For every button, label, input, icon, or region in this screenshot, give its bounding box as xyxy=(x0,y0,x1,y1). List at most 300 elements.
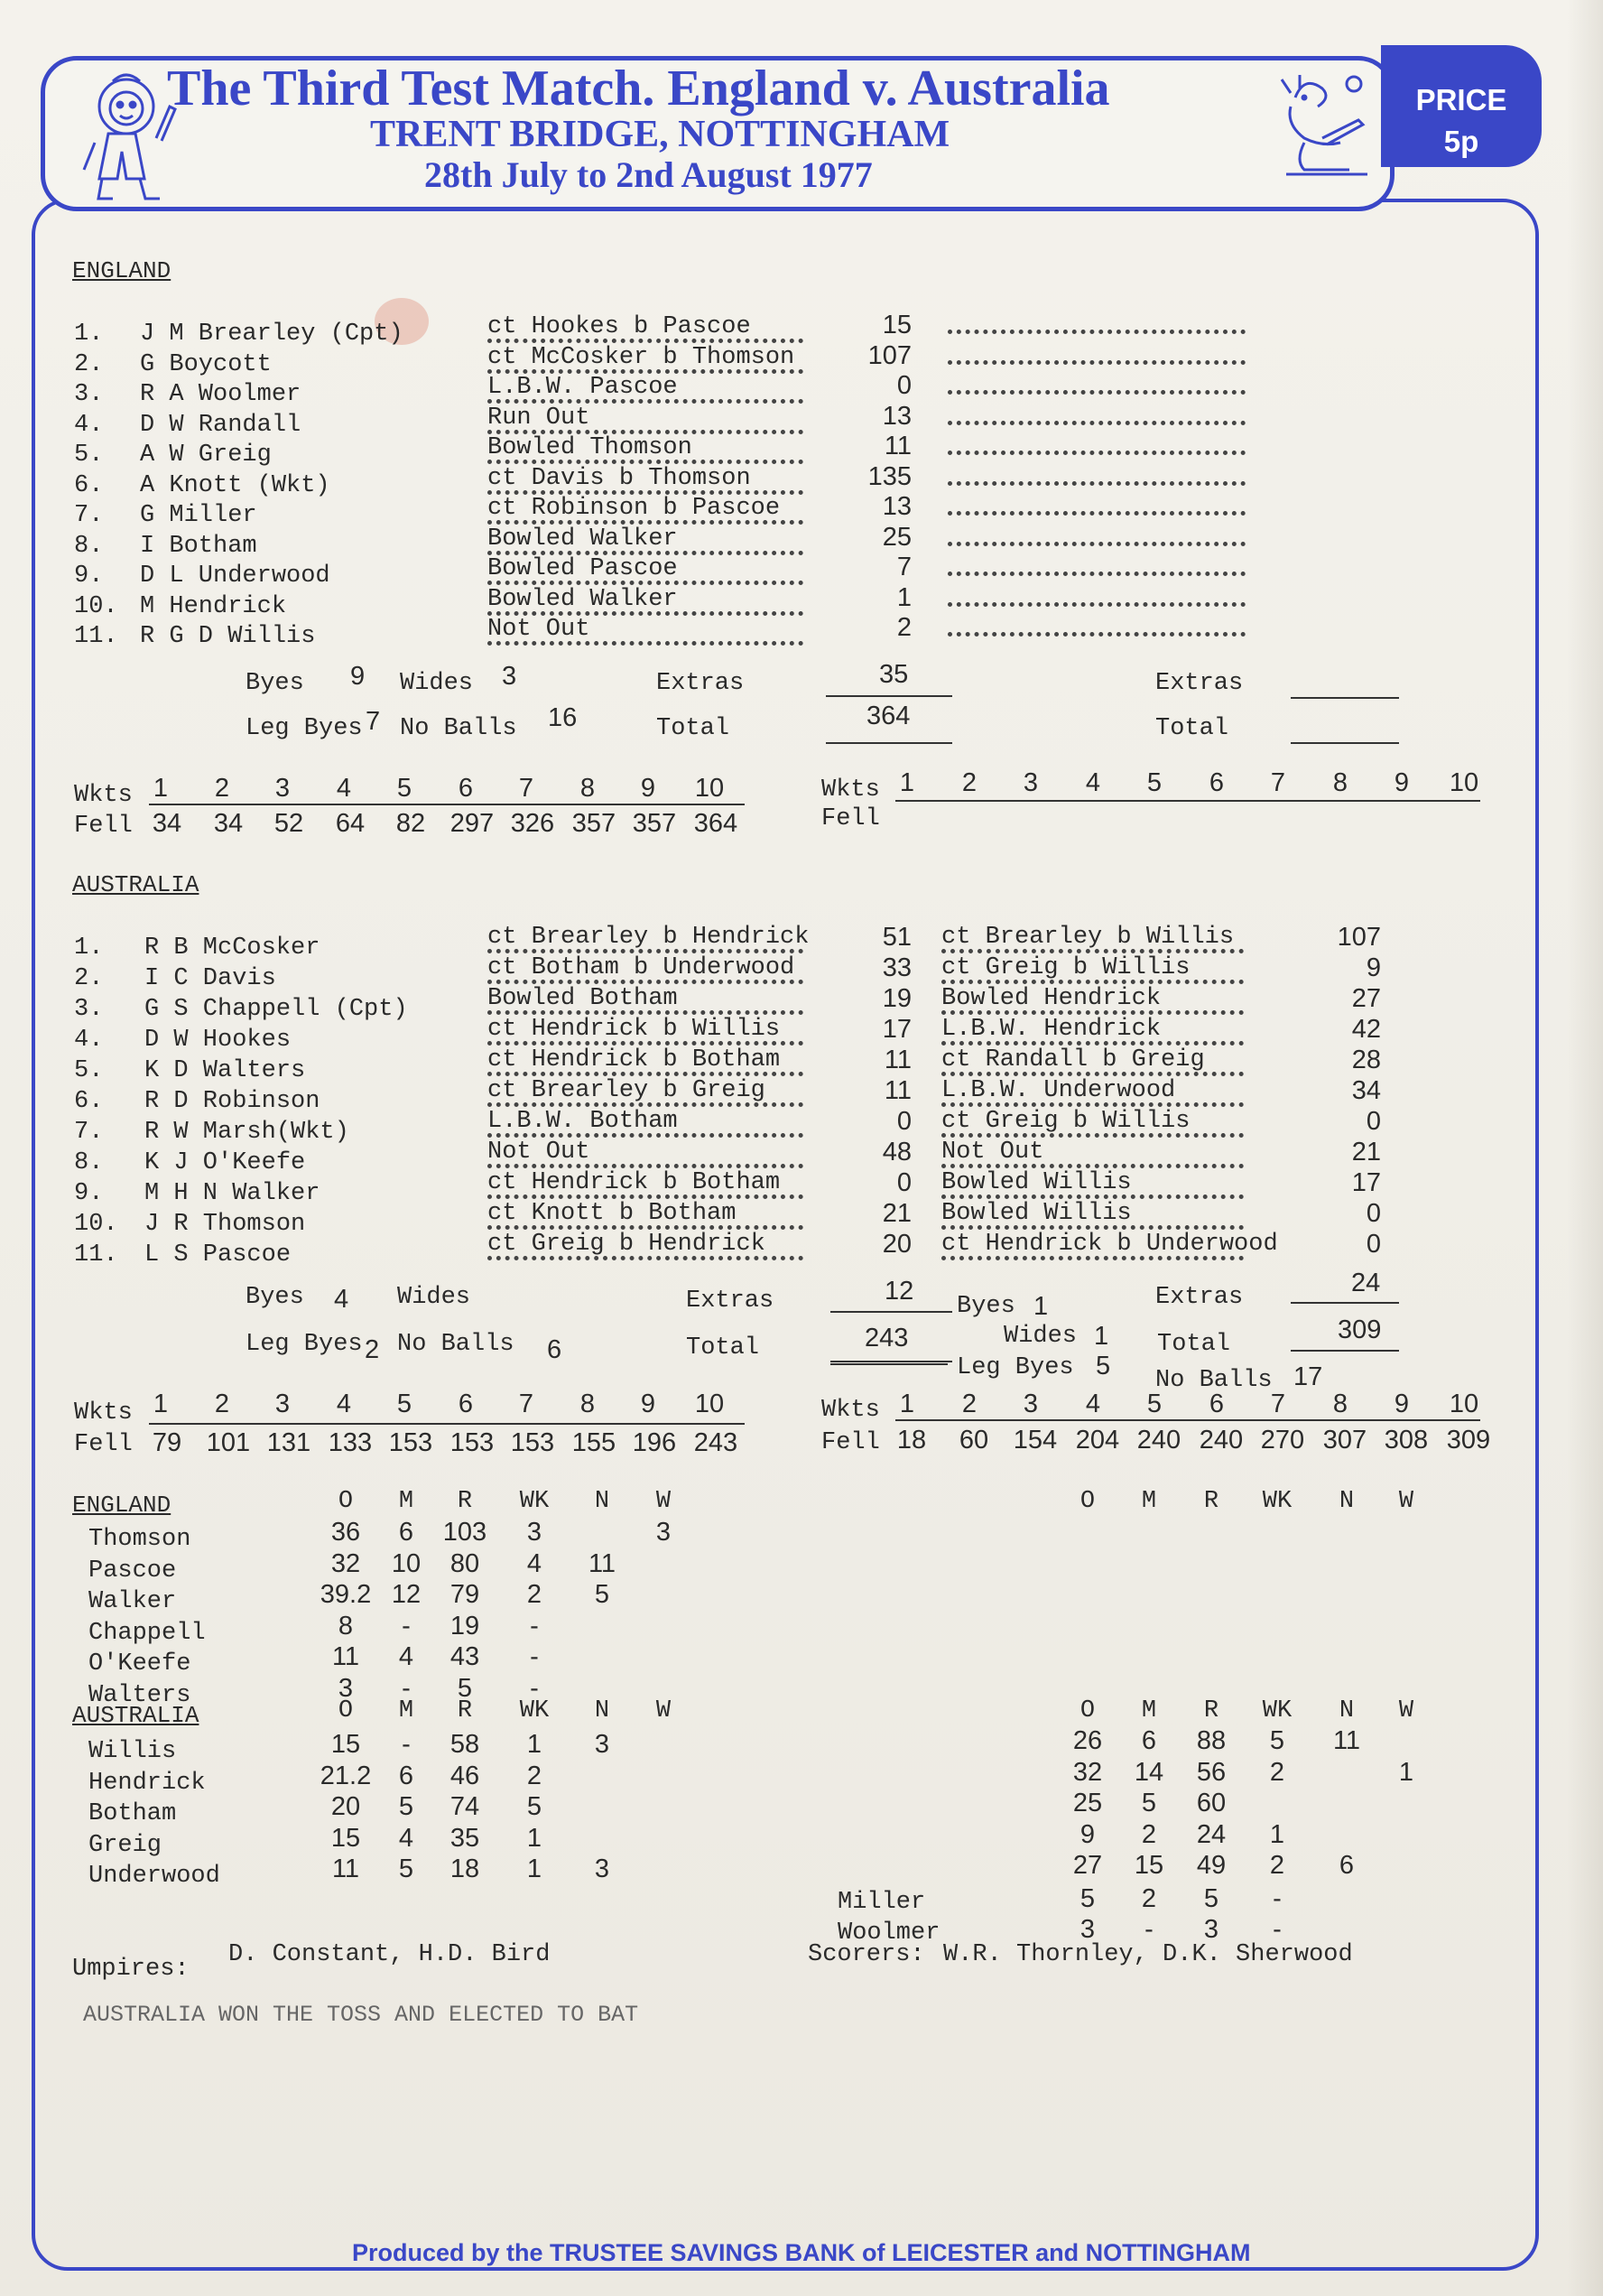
aus-noballs: 6 xyxy=(547,1335,562,1364)
bowling-r: 43 xyxy=(449,1642,480,1671)
bowling-column-header: W xyxy=(655,1488,672,1515)
bowling-r: 46 xyxy=(449,1762,480,1790)
scorers-label: Scorers: xyxy=(808,1941,925,1968)
second-innings-runs: 107 xyxy=(1337,923,1381,952)
bowling-m: 12 xyxy=(391,1580,422,1609)
bowler-name: Underwood xyxy=(88,1863,220,1890)
batsman-name: I Botham xyxy=(140,533,257,560)
bowling-column-header: M xyxy=(1141,1697,1157,1724)
second-dotted-leader xyxy=(941,1041,1244,1046)
bowling-second-r: 60 xyxy=(1196,1789,1227,1817)
batsman-runs: 1 xyxy=(896,583,912,612)
batsman-name: R A Woolmer xyxy=(140,381,301,408)
aus2-extras-label: Extras xyxy=(1155,1284,1244,1311)
second-innings-dismissal: L.B.W. Hendrick xyxy=(941,1016,1162,1043)
batsman-number: 3. xyxy=(74,996,104,1023)
bowling-second-wk: 2 xyxy=(1269,1758,1285,1787)
second-innings-dismissal: ct Randall b Greig xyxy=(941,1046,1205,1074)
second-innings-runs: 0 xyxy=(1366,1230,1381,1259)
batsman-name: G Miller xyxy=(140,502,257,529)
batsman-runs: 15 xyxy=(882,311,912,339)
value-cell: 9 xyxy=(640,774,656,803)
dotted-leader xyxy=(487,1072,803,1076)
australia-innings-heading: AUSTRALIA xyxy=(72,871,199,898)
bowling-o: 36 xyxy=(330,1518,361,1547)
venue: TRENT BRIDGE, NOTTINGHAM xyxy=(370,114,950,155)
aus-total-line xyxy=(830,1361,952,1362)
value-cell: 9 xyxy=(640,1390,656,1418)
bowling-second-wk: 2 xyxy=(1269,1851,1285,1880)
bowling-second-o: 27 xyxy=(1072,1851,1103,1880)
dotted-leader xyxy=(487,1164,803,1168)
first-innings-dismissal: ct Knott b Botham xyxy=(487,1200,737,1227)
value-cell: 7 xyxy=(1270,768,1286,797)
second-innings-leader xyxy=(948,451,1246,455)
bowling-column-header: R xyxy=(1203,1488,1219,1515)
value-cell: 8 xyxy=(1332,768,1348,797)
value-cell: 297 xyxy=(449,809,495,838)
bowling-m: - xyxy=(402,1730,411,1759)
second-dotted-leader xyxy=(941,1256,1244,1260)
second-innings-dismissal: ct Greig b Willis xyxy=(941,1108,1191,1135)
umpires-label: Umpires: xyxy=(72,1956,190,1983)
second-innings-leader xyxy=(948,421,1246,425)
aus2-total-label: Total xyxy=(1157,1331,1231,1358)
bowler-name: Pascoe xyxy=(88,1557,177,1585)
value-cell: 4 xyxy=(336,1390,352,1418)
second-innings-leader xyxy=(948,632,1246,637)
value-cell: 7 xyxy=(518,774,534,803)
aus-noballs-label: No Balls xyxy=(397,1331,514,1358)
batsman-name: R D Robinson xyxy=(144,1088,320,1115)
batsman-runs: 0 xyxy=(896,371,912,400)
eng-legbyes-label: Leg Byes xyxy=(246,715,363,742)
aus-legbyes: 2 xyxy=(365,1335,380,1364)
aus-second-wkts-underline xyxy=(895,1419,1480,1421)
value-cell: 154 xyxy=(1013,1426,1058,1455)
second-innings-leader xyxy=(948,542,1246,546)
second-innings-dismissal: ct Hendrick b Underwood xyxy=(941,1231,1278,1258)
second-dotted-leader xyxy=(941,1010,1244,1015)
second-innings-runs: 27 xyxy=(1351,984,1381,1013)
bowling-m: 4 xyxy=(398,1824,414,1853)
bowling-second-r: 56 xyxy=(1196,1758,1227,1787)
second-dotted-leader xyxy=(941,1225,1244,1230)
bowler-name: Botham xyxy=(88,1800,177,1827)
aus2-wides-label: Wides xyxy=(1004,1323,1078,1350)
bowling-second-o2: 5 xyxy=(1079,1884,1096,1913)
batsman-runs: 7 xyxy=(896,553,912,581)
value-cell: 4 xyxy=(336,774,352,803)
dismissal: Bowled Walker xyxy=(487,586,678,613)
aus-extras-label: Extras xyxy=(686,1287,774,1315)
scorers: W.R. Thornley, D.K. Sherwood xyxy=(943,1941,1353,1968)
value-cell: 155 xyxy=(571,1428,616,1457)
eng-extras-label: Extras xyxy=(656,670,745,697)
bowling-wk: - xyxy=(530,1642,539,1671)
bowling-second-n: 11 xyxy=(1332,1726,1361,1755)
eng-wides: 3 xyxy=(502,662,517,691)
bowling-r: 18 xyxy=(449,1854,480,1883)
aus-wkts-underline xyxy=(149,1423,745,1425)
bowling-n: 3 xyxy=(594,1854,610,1883)
eng-second-extras-line xyxy=(1291,697,1399,699)
bowling-england-heading: ENGLAND xyxy=(72,1492,171,1519)
dotted-leader xyxy=(487,460,803,464)
bowler-name: Walker xyxy=(88,1588,177,1615)
price-value: 5p xyxy=(1443,125,1479,158)
value-cell: 8 xyxy=(579,1390,596,1418)
value-cell: 357 xyxy=(632,809,677,838)
bowling-column-header: WK xyxy=(519,1488,550,1515)
first-innings-runs: 20 xyxy=(882,1230,912,1259)
aus2-wides: 1 xyxy=(1094,1322,1109,1351)
value-cell: 2 xyxy=(961,768,978,797)
bowling-column-header: WK xyxy=(1262,1697,1293,1724)
second-innings-leader xyxy=(948,511,1246,516)
dismissal: Bowled Pascoe xyxy=(487,555,678,582)
kangaroo-mascot-icon xyxy=(1268,70,1381,183)
value-cell: 326 xyxy=(510,809,555,838)
bowling-m: 6 xyxy=(398,1518,414,1547)
bowling-column-header: N xyxy=(594,1697,610,1724)
batsman-runs: 107 xyxy=(867,341,912,370)
aus-legbyes-label: Leg Byes xyxy=(246,1331,363,1358)
first-innings-runs: 48 xyxy=(882,1138,912,1167)
value-cell: 6 xyxy=(458,1390,474,1418)
aus2-noballs-label: No Balls xyxy=(1155,1367,1273,1394)
aus2-extras-line xyxy=(1291,1302,1399,1304)
aus2-byes-label: Byes xyxy=(957,1293,1015,1320)
bowling-o: 20 xyxy=(330,1792,361,1821)
second-innings-runs: 28 xyxy=(1351,1046,1381,1074)
value-cell: 153 xyxy=(449,1428,495,1457)
bowling-second-r: 88 xyxy=(1196,1726,1227,1755)
value-cell: 2 xyxy=(961,1390,978,1418)
bowling-w: 3 xyxy=(655,1518,672,1547)
bowler-name: Thomson xyxy=(88,1526,191,1553)
first-innings-dismissal: ct Botham b Underwood xyxy=(487,954,795,981)
value-cell: 8 xyxy=(1332,1390,1348,1418)
bowling-m: 4 xyxy=(398,1642,414,1671)
second-innings-dismissal: ct Brearley b Willis xyxy=(941,924,1235,951)
batsman-number: 5. xyxy=(74,442,104,469)
eng-extras-line xyxy=(826,695,952,697)
dotted-leader xyxy=(487,1010,803,1015)
aus-extras: 12 xyxy=(885,1277,914,1306)
value-cell: 7 xyxy=(518,1390,534,1418)
value-cell: 6 xyxy=(1209,1390,1225,1418)
second-dotted-leader xyxy=(941,1102,1244,1107)
second-innings-leader xyxy=(948,330,1246,334)
batsman-name: G Boycott xyxy=(140,351,272,378)
batsman-number: 9. xyxy=(74,562,104,590)
batsman-number: 6. xyxy=(74,1088,104,1115)
bowler-name: O'Keefe xyxy=(88,1650,191,1678)
value-cell: 4 xyxy=(1085,768,1101,797)
batsman-number: 1. xyxy=(74,321,104,348)
bowling-second-r2: 3 xyxy=(1203,1915,1219,1944)
batsman-number: 11. xyxy=(74,623,118,650)
second-innings-leader xyxy=(948,360,1246,365)
bowling-r: 103 xyxy=(442,1518,487,1547)
bowling-wk: 5 xyxy=(526,1792,542,1821)
bowler-name: Willis xyxy=(88,1738,177,1765)
batsman-number: 1. xyxy=(74,934,104,962)
bowling-wk: 3 xyxy=(526,1518,542,1547)
value-cell: 153 xyxy=(510,1428,555,1457)
england-innings-heading: ENGLAND xyxy=(72,257,171,284)
bowling-column-header: R xyxy=(457,1697,473,1724)
value-cell: 34 xyxy=(213,809,244,838)
bowling-m: - xyxy=(402,1674,411,1703)
value-cell: 5 xyxy=(1146,1390,1163,1418)
second-innings-leader xyxy=(948,390,1246,395)
bowling-r: 58 xyxy=(449,1730,480,1759)
first-innings-runs: 17 xyxy=(882,1015,912,1044)
aus-wides-label: Wides xyxy=(397,1284,471,1311)
dotted-leader xyxy=(487,1225,803,1230)
bowling-column-header: M xyxy=(1141,1488,1157,1515)
dotted-leader xyxy=(487,641,803,646)
value-cell: 60 xyxy=(959,1426,989,1455)
first-innings-dismissal: ct Brearley b Greig xyxy=(487,1077,765,1104)
second-innings-runs: 34 xyxy=(1351,1076,1381,1105)
second-innings-runs: 9 xyxy=(1366,953,1381,982)
dotted-leader xyxy=(487,1256,803,1260)
batsman-number: 5. xyxy=(74,1057,104,1084)
batsman-runs: 135 xyxy=(867,462,912,491)
eng-second-wkts-underline xyxy=(895,800,1480,802)
batsman-name: M H N Walker xyxy=(144,1180,320,1207)
bowling-wk: 4 xyxy=(526,1549,542,1578)
value-cell: 9 xyxy=(1394,768,1410,797)
first-innings-dismissal: L.B.W. Botham xyxy=(487,1108,678,1135)
bowling-column-header: WK xyxy=(519,1697,550,1724)
dismissal: ct Hookes b Pascoe xyxy=(487,313,751,340)
value-cell: 1 xyxy=(153,774,169,803)
first-innings-dismissal: Not Out xyxy=(487,1139,590,1166)
value-cell: 52 xyxy=(273,809,304,838)
eng-wides-label: Wides xyxy=(400,670,474,697)
eng-legbyes: 7 xyxy=(366,707,381,736)
price-tag xyxy=(1381,45,1542,167)
toss-note: AUSTRALIA WON THE TOSS AND ELECTED TO BAT xyxy=(83,2002,639,2028)
bowling-column-header: O xyxy=(338,1488,354,1515)
aus-fell-label: Fell xyxy=(74,1431,133,1458)
aus-second-wkts-label: Wkts xyxy=(821,1397,880,1424)
aus2-legbyes: 5 xyxy=(1096,1352,1111,1380)
bowling-r: 35 xyxy=(449,1824,480,1853)
batsman-runs: 11 xyxy=(884,432,912,460)
value-cell: 10 xyxy=(694,774,725,803)
bowling-wk: 2 xyxy=(526,1762,542,1790)
bowling-wk: - xyxy=(530,1612,539,1641)
bowling-column-header: W xyxy=(1398,1697,1414,1724)
batsman-name: K D Walters xyxy=(144,1057,306,1084)
first-innings-runs: 33 xyxy=(882,953,912,982)
bowling-wk: 1 xyxy=(526,1824,542,1853)
bowling-second-n: 6 xyxy=(1339,1851,1355,1880)
aus2-total: 309 xyxy=(1338,1315,1382,1344)
value-cell: 3 xyxy=(1023,1390,1039,1418)
footer-credit: Produced by the TRUSTEE SAVINGS BANK of LEICESTER and NOTTINGHAM xyxy=(352,2239,1251,2266)
bowling-second-wk2: - xyxy=(1273,1915,1282,1944)
dotted-leader xyxy=(487,581,803,585)
dotted-leader xyxy=(487,1133,803,1138)
dismissal: ct Davis b Thomson xyxy=(487,465,751,492)
first-innings-runs: 51 xyxy=(882,923,912,952)
batsman-number: 10. xyxy=(74,1211,118,1238)
value-cell: 2 xyxy=(214,774,230,803)
bowling-second-m: 2 xyxy=(1141,1820,1157,1849)
bowling-m: 6 xyxy=(398,1762,414,1790)
second-innings-dismissal: ct Greig b Willis xyxy=(941,954,1191,981)
value-cell: 133 xyxy=(328,1428,373,1457)
bowling-n: 5 xyxy=(594,1580,610,1609)
bowling-column-header: WK xyxy=(1262,1488,1293,1515)
bowling-wk: 2 xyxy=(526,1580,542,1609)
bowling-second-r2: 5 xyxy=(1203,1884,1219,1913)
eng-wkts-underline xyxy=(149,804,745,805)
dotted-leader xyxy=(487,1102,803,1107)
value-cell: 101 xyxy=(206,1428,251,1457)
eng-fell-label: Fell xyxy=(74,813,133,840)
bowling-second-m: 15 xyxy=(1134,1851,1164,1880)
second-innings-leader xyxy=(948,572,1246,576)
value-cell: 34 xyxy=(152,809,182,838)
aus2-legbyes-label: Leg Byes xyxy=(957,1354,1074,1381)
eng-second-extras-label: Extras xyxy=(1155,670,1244,697)
bowling-o: 8 xyxy=(338,1612,354,1641)
bowling-second-wk: 5 xyxy=(1269,1726,1285,1755)
second-innings-dismissal: Bowled Hendrick xyxy=(941,985,1162,1012)
aus-second-fell-label: Fell xyxy=(821,1429,880,1456)
value-cell: 308 xyxy=(1384,1426,1429,1455)
batsman-name: J R Thomson xyxy=(144,1211,306,1238)
second-dotted-leader xyxy=(941,980,1244,984)
batsman-number: 7. xyxy=(74,502,104,529)
page-edge-shadow xyxy=(1567,0,1603,2296)
eng-extras: 35 xyxy=(879,660,909,689)
value-cell: 1 xyxy=(899,1390,915,1418)
bowling-r: 5 xyxy=(457,1674,473,1703)
batsman-number: 7. xyxy=(74,1119,104,1146)
bowling-m: 5 xyxy=(398,1854,414,1883)
value-cell: 196 xyxy=(632,1428,677,1457)
second-dotted-leader xyxy=(941,1164,1244,1168)
value-cell: 131 xyxy=(266,1428,311,1457)
bowling-second-o: 32 xyxy=(1072,1758,1103,1787)
batsman-name: D W Hookes xyxy=(144,1027,292,1054)
second-innings-dismissal: L.B.W. Underwood xyxy=(941,1077,1176,1104)
match-dates: 28th July to 2nd August 1977 xyxy=(424,154,873,195)
bowler-name: Hendrick xyxy=(88,1770,206,1797)
bowling-m: 10 xyxy=(391,1549,422,1578)
bowling-second-m: 6 xyxy=(1141,1726,1157,1755)
batsman-name: A W Greig xyxy=(140,442,272,469)
eng-second-total-label: Total xyxy=(1155,715,1229,742)
first-innings-dismissal: ct Brearley b Hendrick xyxy=(487,924,810,951)
first-innings-dismissal: ct Greig b Hendrick xyxy=(487,1231,765,1258)
batsman-number: 8. xyxy=(74,1149,104,1176)
bowling-column-header: O xyxy=(1079,1488,1096,1515)
eng-byes-label: Byes xyxy=(246,670,304,697)
batsman-number: 6. xyxy=(74,472,104,499)
bowling-column-header: N xyxy=(1339,1697,1355,1724)
batsman-number: 4. xyxy=(74,1027,104,1054)
second-innings-dismissal: Bowled Willis xyxy=(941,1200,1132,1227)
aus2-byes: 1 xyxy=(1033,1292,1049,1321)
value-cell: 5 xyxy=(1146,768,1163,797)
second-innings-runs: 0 xyxy=(1366,1107,1381,1136)
aus-extras-line xyxy=(830,1311,952,1313)
value-cell: 6 xyxy=(458,774,474,803)
dismissal: ct Robinson b Pascoe xyxy=(487,495,781,522)
bowling-o: 11 xyxy=(331,1854,360,1883)
bowling-column-header: O xyxy=(338,1697,354,1724)
batsman-name: M Hendrick xyxy=(140,593,287,620)
second-innings-leader xyxy=(948,481,1246,486)
bowler-name: Walters xyxy=(88,1682,191,1709)
value-cell: 5 xyxy=(396,1390,412,1418)
batsman-number: 2. xyxy=(74,965,104,992)
bowling-second-o: 9 xyxy=(1079,1820,1096,1849)
batsman-runs: 2 xyxy=(896,613,912,642)
eng-total-line xyxy=(826,742,952,744)
batsman-number: 11. xyxy=(74,1241,118,1269)
aus2-noballs: 17 xyxy=(1293,1362,1323,1391)
aus-total-label: Total xyxy=(686,1334,760,1362)
dotted-leader xyxy=(487,980,803,984)
bowling-second-r: 24 xyxy=(1196,1820,1227,1849)
second-innings-dismissal: Not Out xyxy=(941,1139,1044,1166)
dismissal: Not Out xyxy=(487,616,590,643)
batsman-runs: 25 xyxy=(882,523,912,552)
bowling-o: 21.2 xyxy=(320,1762,372,1790)
price-label: PRICE xyxy=(1415,83,1507,116)
eng-wkts-label: Wkts xyxy=(74,782,133,809)
batsman-name: D L Underwood xyxy=(140,562,330,590)
bowling-o: 11 xyxy=(331,1642,360,1671)
bowling-o: 15 xyxy=(330,1730,361,1759)
bowling-o: 39.2 xyxy=(320,1580,372,1609)
bowler-name: Miller xyxy=(838,1889,926,1916)
batsman-number: 2. xyxy=(74,351,104,378)
bowling-second-o: 25 xyxy=(1072,1789,1103,1817)
value-cell: 309 xyxy=(1446,1426,1491,1455)
bowling-second-wk: 1 xyxy=(1269,1820,1285,1849)
second-dotted-leader xyxy=(941,949,1244,953)
value-cell: 9 xyxy=(1394,1390,1410,1418)
value-cell: 8 xyxy=(579,774,596,803)
second-dotted-leader xyxy=(941,1194,1244,1199)
bowling-r: 80 xyxy=(449,1549,480,1578)
dotted-leader xyxy=(487,520,803,525)
bowling-second-wk2: - xyxy=(1273,1884,1282,1913)
dismissal: Run Out xyxy=(487,404,590,432)
second-innings-dismissal: Bowled Willis xyxy=(941,1169,1132,1196)
value-cell: 10 xyxy=(1449,768,1479,797)
dotted-leader xyxy=(487,399,803,404)
first-innings-runs: 11 xyxy=(884,1046,912,1074)
eng-noballs: 16 xyxy=(548,703,578,732)
batsman-name: A Knott (Wkt) xyxy=(140,472,330,499)
batsman-name: D W Randall xyxy=(140,412,301,439)
value-cell: 1 xyxy=(899,768,915,797)
bowling-column-header: N xyxy=(594,1488,610,1515)
value-cell: 307 xyxy=(1322,1426,1367,1455)
